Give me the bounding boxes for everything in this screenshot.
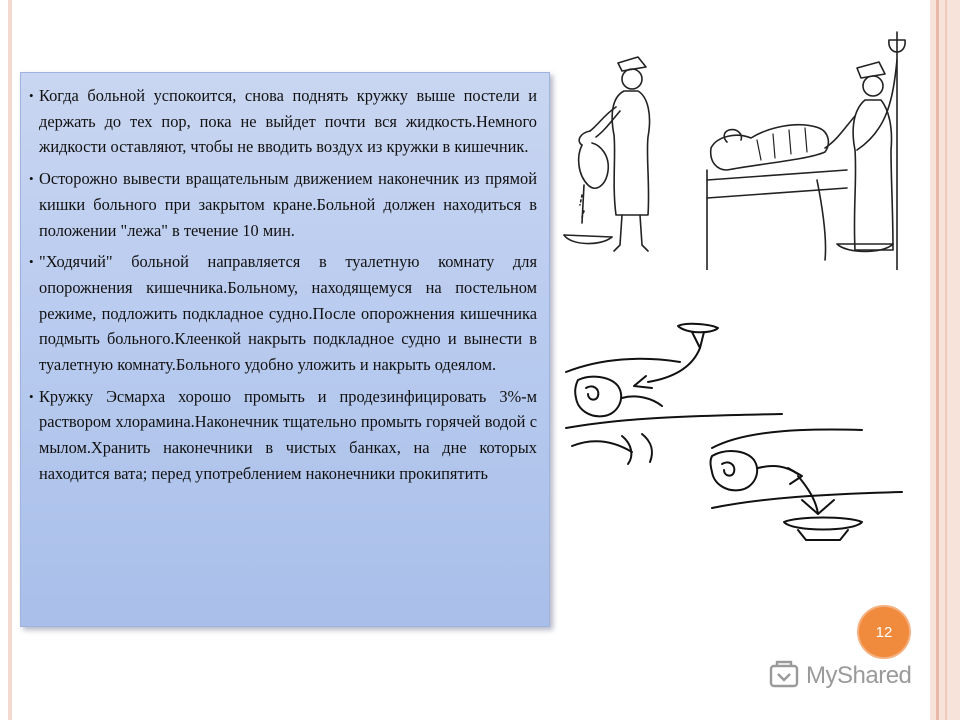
myshared-logo-icon [768,660,800,692]
slide-frame-left [8,0,12,720]
watermark-text: MyShared [806,662,912,689]
bullet-text: Кружку Эсмарха хорошо промыть и продезинфицировать 3%-м раствором хлорамина.Наконечник тщательно промыть горячей водой с мылом.Хранить наконечники в чистых банках, на дне которых находится вата; перед употреблением наконечники прокипятить [39,386,537,483]
watermark [768,656,911,696]
bullet-text: Осторожно вывести вращательным движением наконечник из прямой кишки больного при закрытом кране.Больной должен находиться в положении "лежа" в течение 10 мин. [39,169,537,240]
bullet-item [31,166,537,243]
bullet-icon: • [29,254,34,270]
page-number-badge: 12 [857,605,911,659]
bullet-item [31,83,537,160]
nurse-standing-illustration [560,45,680,260]
bullet-text: "Ходячий" больной направляется в туалетную комнату для опорожнения кишечника.Больному, находящемуся на постельном режиме, подложить подкладное судно.После опорожнения кишечника подмыть больного.Клеенкой накрыть подкладное судно и вынести в туалетную комнату.Больного удобно уложить и накрыть одеялом. [39,252,537,375]
bullet-item [31,384,537,487]
text-panel [20,72,550,627]
bullet-icon: • [29,88,34,103]
bullet-text: Когда больной успокоится, снова поднять кружку выше постели и держать до тех пор, пока не выйдет почти вся жидкость.Немного жидкости оставляют, чтобы не вводить воздух из кружки в кишечник. [39,86,537,157]
bullet-icon: • [29,171,34,187]
patient-bed-illustration [697,20,925,270]
bullet-item [31,249,537,378]
funnel-siphon-illustration [562,318,922,548]
slide-frame-right-line [936,0,939,720]
slide-frame-right-line [945,0,947,720]
bullet-icon: • [29,388,34,404]
